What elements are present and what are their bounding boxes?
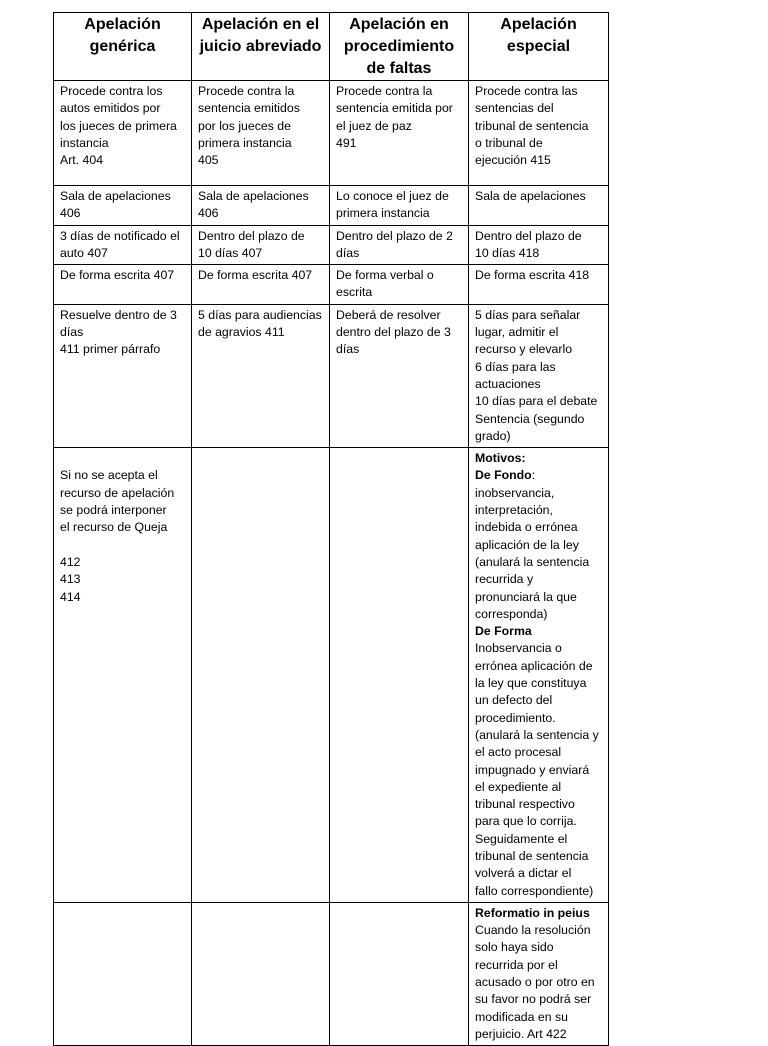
table-cell — [469, 186, 609, 226]
table-row-motivos — [54, 448, 609, 903]
header-line: Apelación en el — [201, 16, 320, 33]
cell-line: Sala de apelaciones — [198, 189, 309, 203]
table-cell — [192, 265, 330, 305]
header-line: procedimiento — [343, 38, 455, 55]
cell-line: Procede contra las — [475, 84, 578, 98]
table-cell — [54, 448, 192, 903]
table-cell — [54, 81, 192, 186]
cell-line: perjuicio. Art 422 — [475, 1026, 567, 1041]
cell-line: días — [336, 245, 360, 260]
cell-line: Procede contra los — [60, 84, 163, 98]
cell-line: sentencias del — [475, 101, 554, 116]
cell-line: De forma escrita 407 — [198, 268, 313, 283]
cell-line: la ley que constituya — [475, 676, 587, 691]
cell-line: Dentro del plazo de — [198, 228, 305, 243]
cell-line: 411 primer párrafo — [60, 342, 161, 357]
cell-line: para que lo corrija. — [475, 814, 577, 829]
de-fondo-label: De Fondo — [475, 468, 532, 483]
table-cell — [469, 902, 609, 1045]
cell-line: procedimiento. — [475, 710, 556, 725]
cell-line: errónea aplicación de — [475, 658, 593, 673]
table-cell — [469, 265, 609, 305]
header-row — [54, 13, 609, 81]
cell-line: 6 días para las — [475, 359, 556, 374]
cell-line: indebida o errónea — [475, 520, 578, 535]
cell-line: 3 días de notificado el — [60, 228, 180, 243]
cell-line: 10 días 407 — [198, 245, 263, 260]
table-cell-empty — [330, 902, 469, 1045]
cell-line: Dentro del plazo de — [475, 228, 582, 243]
cell-line: 406 — [60, 206, 81, 221]
cell-line: Sala de apelaciones — [475, 189, 586, 203]
cell-line: 10 días 418 — [475, 245, 540, 260]
appeals-comparison-table — [53, 12, 609, 1046]
cell-line: por los jueces de — [198, 118, 291, 133]
cell-line: Inobservancia o — [475, 641, 562, 656]
cell-line: Cuando la resolución — [475, 923, 591, 938]
cell-line: 10 días para el debate — [475, 394, 598, 409]
cell-line: los jueces de primera — [60, 118, 177, 133]
cell-line: Sala de apelaciones — [60, 189, 171, 203]
cell-line: interpretación, — [475, 503, 553, 518]
table-cell — [192, 81, 330, 186]
table-cell — [330, 81, 469, 186]
table-cell — [469, 448, 609, 903]
cell-line: Dentro del plazo de 2 — [336, 228, 453, 243]
header-apelacion-generica — [54, 13, 192, 81]
cell-line: 491 — [336, 135, 357, 150]
table-cell — [192, 304, 330, 447]
cell-line: modificada en su — [475, 1009, 568, 1024]
cell-line: 412 — [60, 554, 81, 569]
cell-line: el recurso de Queja — [60, 520, 168, 535]
cell-line: grado) — [475, 428, 511, 443]
cell-line: aplicación de la ley — [475, 537, 579, 552]
table-cell — [54, 304, 192, 447]
cell-line: 5 días para audiencias — [198, 307, 322, 322]
cell-line: 405 — [198, 153, 219, 168]
cell-line: sentencia emitida por — [336, 101, 453, 116]
cell-line: 5 días para señalar — [475, 307, 581, 322]
cell-line: el expediente al — [475, 779, 562, 794]
cell-line-de-fondo — [475, 467, 604, 484]
header-line: Apelación — [500, 16, 577, 33]
cell-line: (anulará la sentencia — [475, 554, 590, 569]
cell-line: 406 — [198, 206, 219, 221]
table-cell-empty — [330, 448, 469, 903]
table-row-procedencia — [54, 81, 609, 186]
table-cell-empty — [192, 902, 330, 1045]
header-line: de faltas — [366, 60, 432, 77]
table-cell — [469, 304, 609, 447]
table-cell — [469, 81, 609, 186]
cell-line: Motivos: — [475, 451, 526, 466]
cell-line: recurrida por el — [475, 957, 558, 972]
table-cell-empty — [192, 448, 330, 903]
table-row-resolucion — [54, 304, 609, 447]
table-row-forma — [54, 265, 609, 305]
cell-line: Procede contra la — [198, 84, 295, 98]
cell-line: sentencia emitidos — [198, 101, 300, 116]
cell-line: Deberá de resolver — [336, 307, 441, 322]
table-cell — [330, 265, 469, 305]
cell-line: su favor no podrá ser — [475, 992, 592, 1007]
table-cell — [54, 225, 192, 265]
cell-line: actuaciones — [475, 376, 541, 391]
cell-line: De forma escrita 407 — [60, 268, 175, 283]
cell-line: Art. 404 — [60, 153, 104, 168]
cell-line: recurso de apelación — [60, 485, 175, 500]
cell-line: de agravios 411 — [198, 325, 285, 340]
table-row-organo — [54, 186, 609, 226]
cell-line: auto 407 — [60, 245, 108, 260]
cell-line: Procede contra la — [336, 84, 433, 98]
cell-line: primera instancia — [198, 135, 292, 150]
cell-line: 413 — [60, 572, 81, 587]
header-line: Apelación — [84, 16, 161, 33]
cell-line: el juez de paz — [336, 118, 412, 133]
cell-line: fallo correspondiente) — [475, 883, 594, 898]
cell-line: Seguidamente el — [475, 831, 568, 846]
cell-line: De Forma — [475, 624, 532, 639]
table-row-plazo — [54, 225, 609, 265]
cell-line: Resuelve dentro de 3 — [60, 307, 177, 322]
cell-line: De forma escrita 418 — [475, 268, 590, 283]
cell-line: lugar, admitir el — [475, 325, 559, 340]
cell-line: impugnado y enviará — [475, 762, 590, 777]
table-cell — [469, 225, 609, 265]
header-line: juicio abreviado — [199, 38, 322, 55]
cell-line: dentro del plazo de 3 — [336, 325, 451, 340]
header-apelacion-especial — [469, 13, 609, 81]
header-line: especial — [506, 38, 571, 55]
cell-line: ejecución 415 — [475, 153, 551, 168]
cell-line: 414 — [60, 589, 81, 604]
cell-line: recurso y elevarlo — [475, 342, 573, 357]
cell-line: De forma verbal o — [336, 268, 434, 283]
table-cell-empty — [54, 902, 192, 1045]
cell-line: recurrida y — [475, 572, 534, 587]
header-line: genérica — [89, 38, 156, 55]
header-apelacion-juicio-abreviado — [192, 13, 330, 81]
cell-line: Sentencia (segundo — [475, 411, 585, 426]
table-cell — [330, 225, 469, 265]
cell-line: tribunal de sentencia — [475, 118, 589, 133]
de-fondo-colon: : — [531, 468, 536, 483]
cell-line: días — [60, 325, 84, 340]
cell-line: Reformatio in peius — [475, 905, 590, 920]
cell-line: Si no se acepta el — [60, 468, 158, 483]
cell-line: primera instancia — [336, 206, 430, 221]
header-apelacion-procedimiento-faltas — [330, 13, 469, 81]
cell-line: solo haya sido — [475, 940, 554, 955]
table-row-reformatio — [54, 902, 609, 1045]
cell-line: corresponda) — [475, 606, 548, 621]
cell-line: se podrá interponer — [60, 503, 167, 518]
cell-line — [60, 537, 187, 554]
table-cell — [192, 186, 330, 226]
cell-line — [60, 450, 187, 467]
table-cell — [192, 225, 330, 265]
table-cell — [330, 186, 469, 226]
cell-line: volverá a dictar el — [475, 866, 572, 881]
cell-line: pronunciará la que — [475, 589, 577, 604]
cell-line: tribunal de sentencia — [475, 848, 589, 863]
cell-line: el acto procesal — [475, 745, 562, 760]
cell-line: acusado o por otro en — [475, 975, 595, 990]
cell-line: tribunal respectivo — [475, 797, 575, 812]
cell-line: un defecto del — [475, 693, 553, 708]
cell-line: (anulará la sentencia y — [475, 727, 599, 742]
table-cell — [54, 186, 192, 226]
table-cell — [54, 265, 192, 305]
cell-line: o tribunal de — [475, 135, 543, 150]
cell-line: Lo conoce el juez de — [336, 189, 449, 203]
cell-line: inobservancia, — [475, 485, 555, 500]
cell-line: escrita — [336, 285, 373, 300]
cell-line: días — [336, 342, 360, 357]
cell-line: autos emitidos por — [60, 101, 161, 116]
cell-line: instancia — [60, 135, 109, 150]
table-cell — [330, 304, 469, 447]
header-line: Apelación en — [349, 16, 449, 33]
